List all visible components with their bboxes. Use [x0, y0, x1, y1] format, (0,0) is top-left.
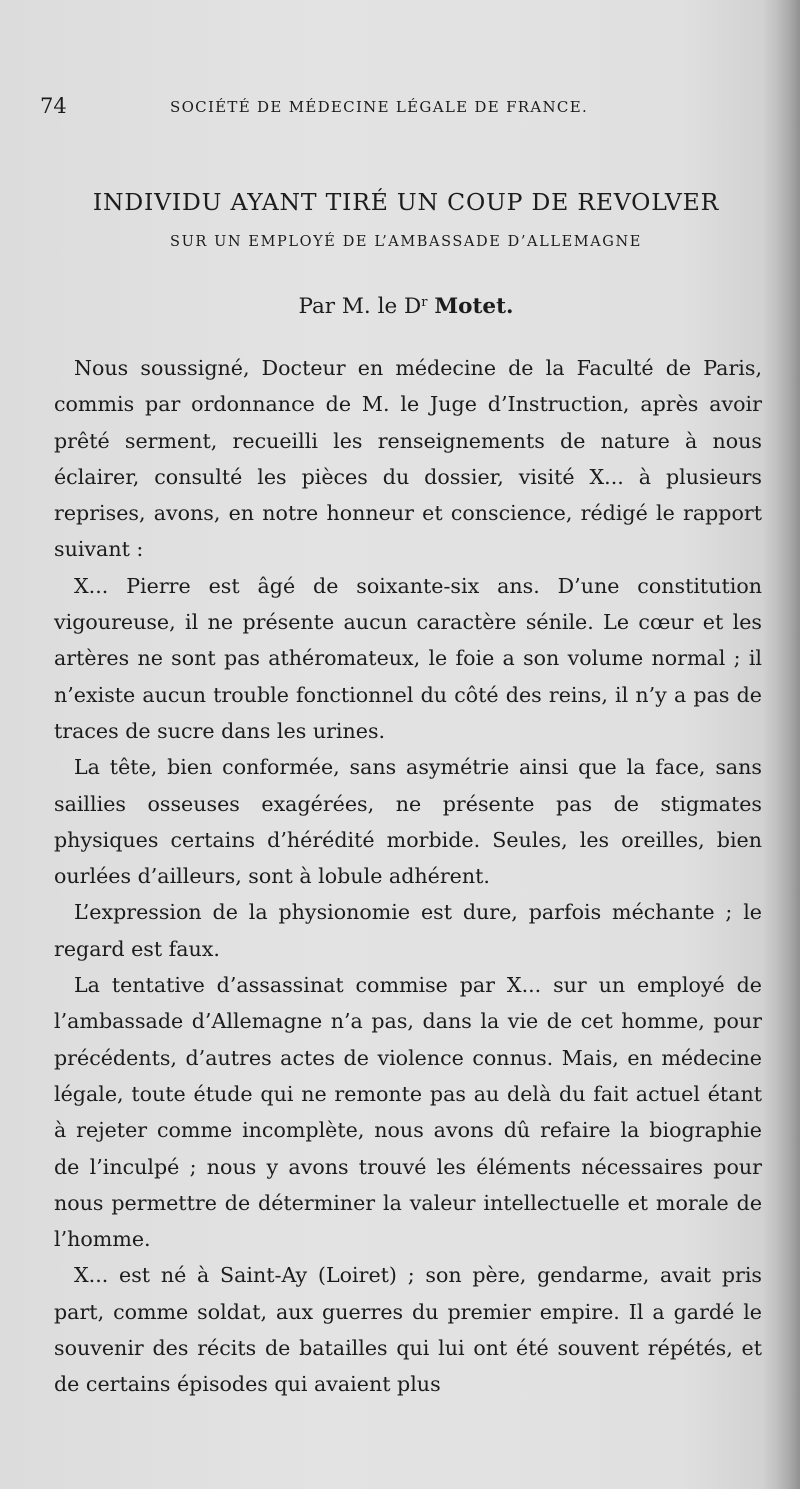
- article-body: [54, 350, 762, 1403]
- page-header: [40, 92, 760, 120]
- body-paragraph: La tentative d’assassinat commise par X... sur un employé de l’ambassade d’Allemagne n’a pas, dans la vie de cet homme, pour précédents, d’autres actes de violence connus. Mais, en médecine légale, toute étude qui ne remonte pas au delà du fait actuel étant à rejeter comme incomplète, nous avons dû refaire la biographie de l’inculpé ; nous y avons trouvé les éléments nécessaires pour nous permettre de déterminer la valeur intellectuelle et morale de l’homme.: [54, 973, 762, 1252]
- body-paragraph: X... est né à Saint-Ay (Loiret) ; son père, gendarme, avait pris part, comme soldat, aux guerres du premier empire. Il a gardé le souvenir des récits de batailles qui lui ont été souvent répétés, et de certains épisodes qui avaient plus: [54, 1263, 762, 1397]
- page-gutter-shadow: [762, 0, 800, 1489]
- byline: [56, 288, 756, 322]
- byline-prefix: Par M. le: [298, 294, 398, 319]
- body-paragraph: Nous soussigné, Docteur en médecine de la Faculté de Paris, commis par ordonnance de M. le Juge d’Instruction, après avoir prêté serment, recueilli les renseignements de nature à nous éclairer, consulté les pièces du dossier, visité X... à plusieurs reprises, avons, en notre honneur et conscience, rédigé le rapport suivant :: [54, 356, 762, 562]
- running-head: SOCIÉTÉ DE MÉDECINE LÉGALE DE FRANCE.: [170, 98, 589, 116]
- page-number: 74: [40, 94, 67, 118]
- author-name: Motet.: [434, 294, 514, 319]
- doctor-title-letter: D: [404, 294, 422, 319]
- article-title: INDIVIDU AYANT TIRÉ UN COUP DE REVOLVER: [92, 188, 720, 216]
- body-paragraph: X... Pierre est âgé de soixante-six ans. D’une constitution vigoureuse, il ne présente aucun caractère sénile. Le cœur et les artères ne sont pas athéromateux, le foie a son volume normal ; il n’existe aucun trouble fonctionnel du côté des reins, il n’y a pas de traces de sucre dans les urines.: [54, 573, 762, 743]
- body-paragraph: L’expression de la physionomie est dure, parfois méchante ; le regard est faux.: [54, 900, 762, 961]
- doctor-title: [404, 294, 427, 319]
- article-subtitle: SUR UN EMPLOYÉ DE L’AMBASSADE D’ALLEMAGNE: [170, 234, 642, 250]
- body-paragraph: La tête, bien conformée, sans asymétrie ainsi que la face, sans saillies osseuses exagérées, ne présente pas de stigmates physiques certains d’hérédité morbide. Seules, les oreilles, bien ourlées d’ailleurs, sont à lobule adhérent.: [54, 755, 762, 889]
- doctor-title-superscript: r: [421, 295, 428, 310]
